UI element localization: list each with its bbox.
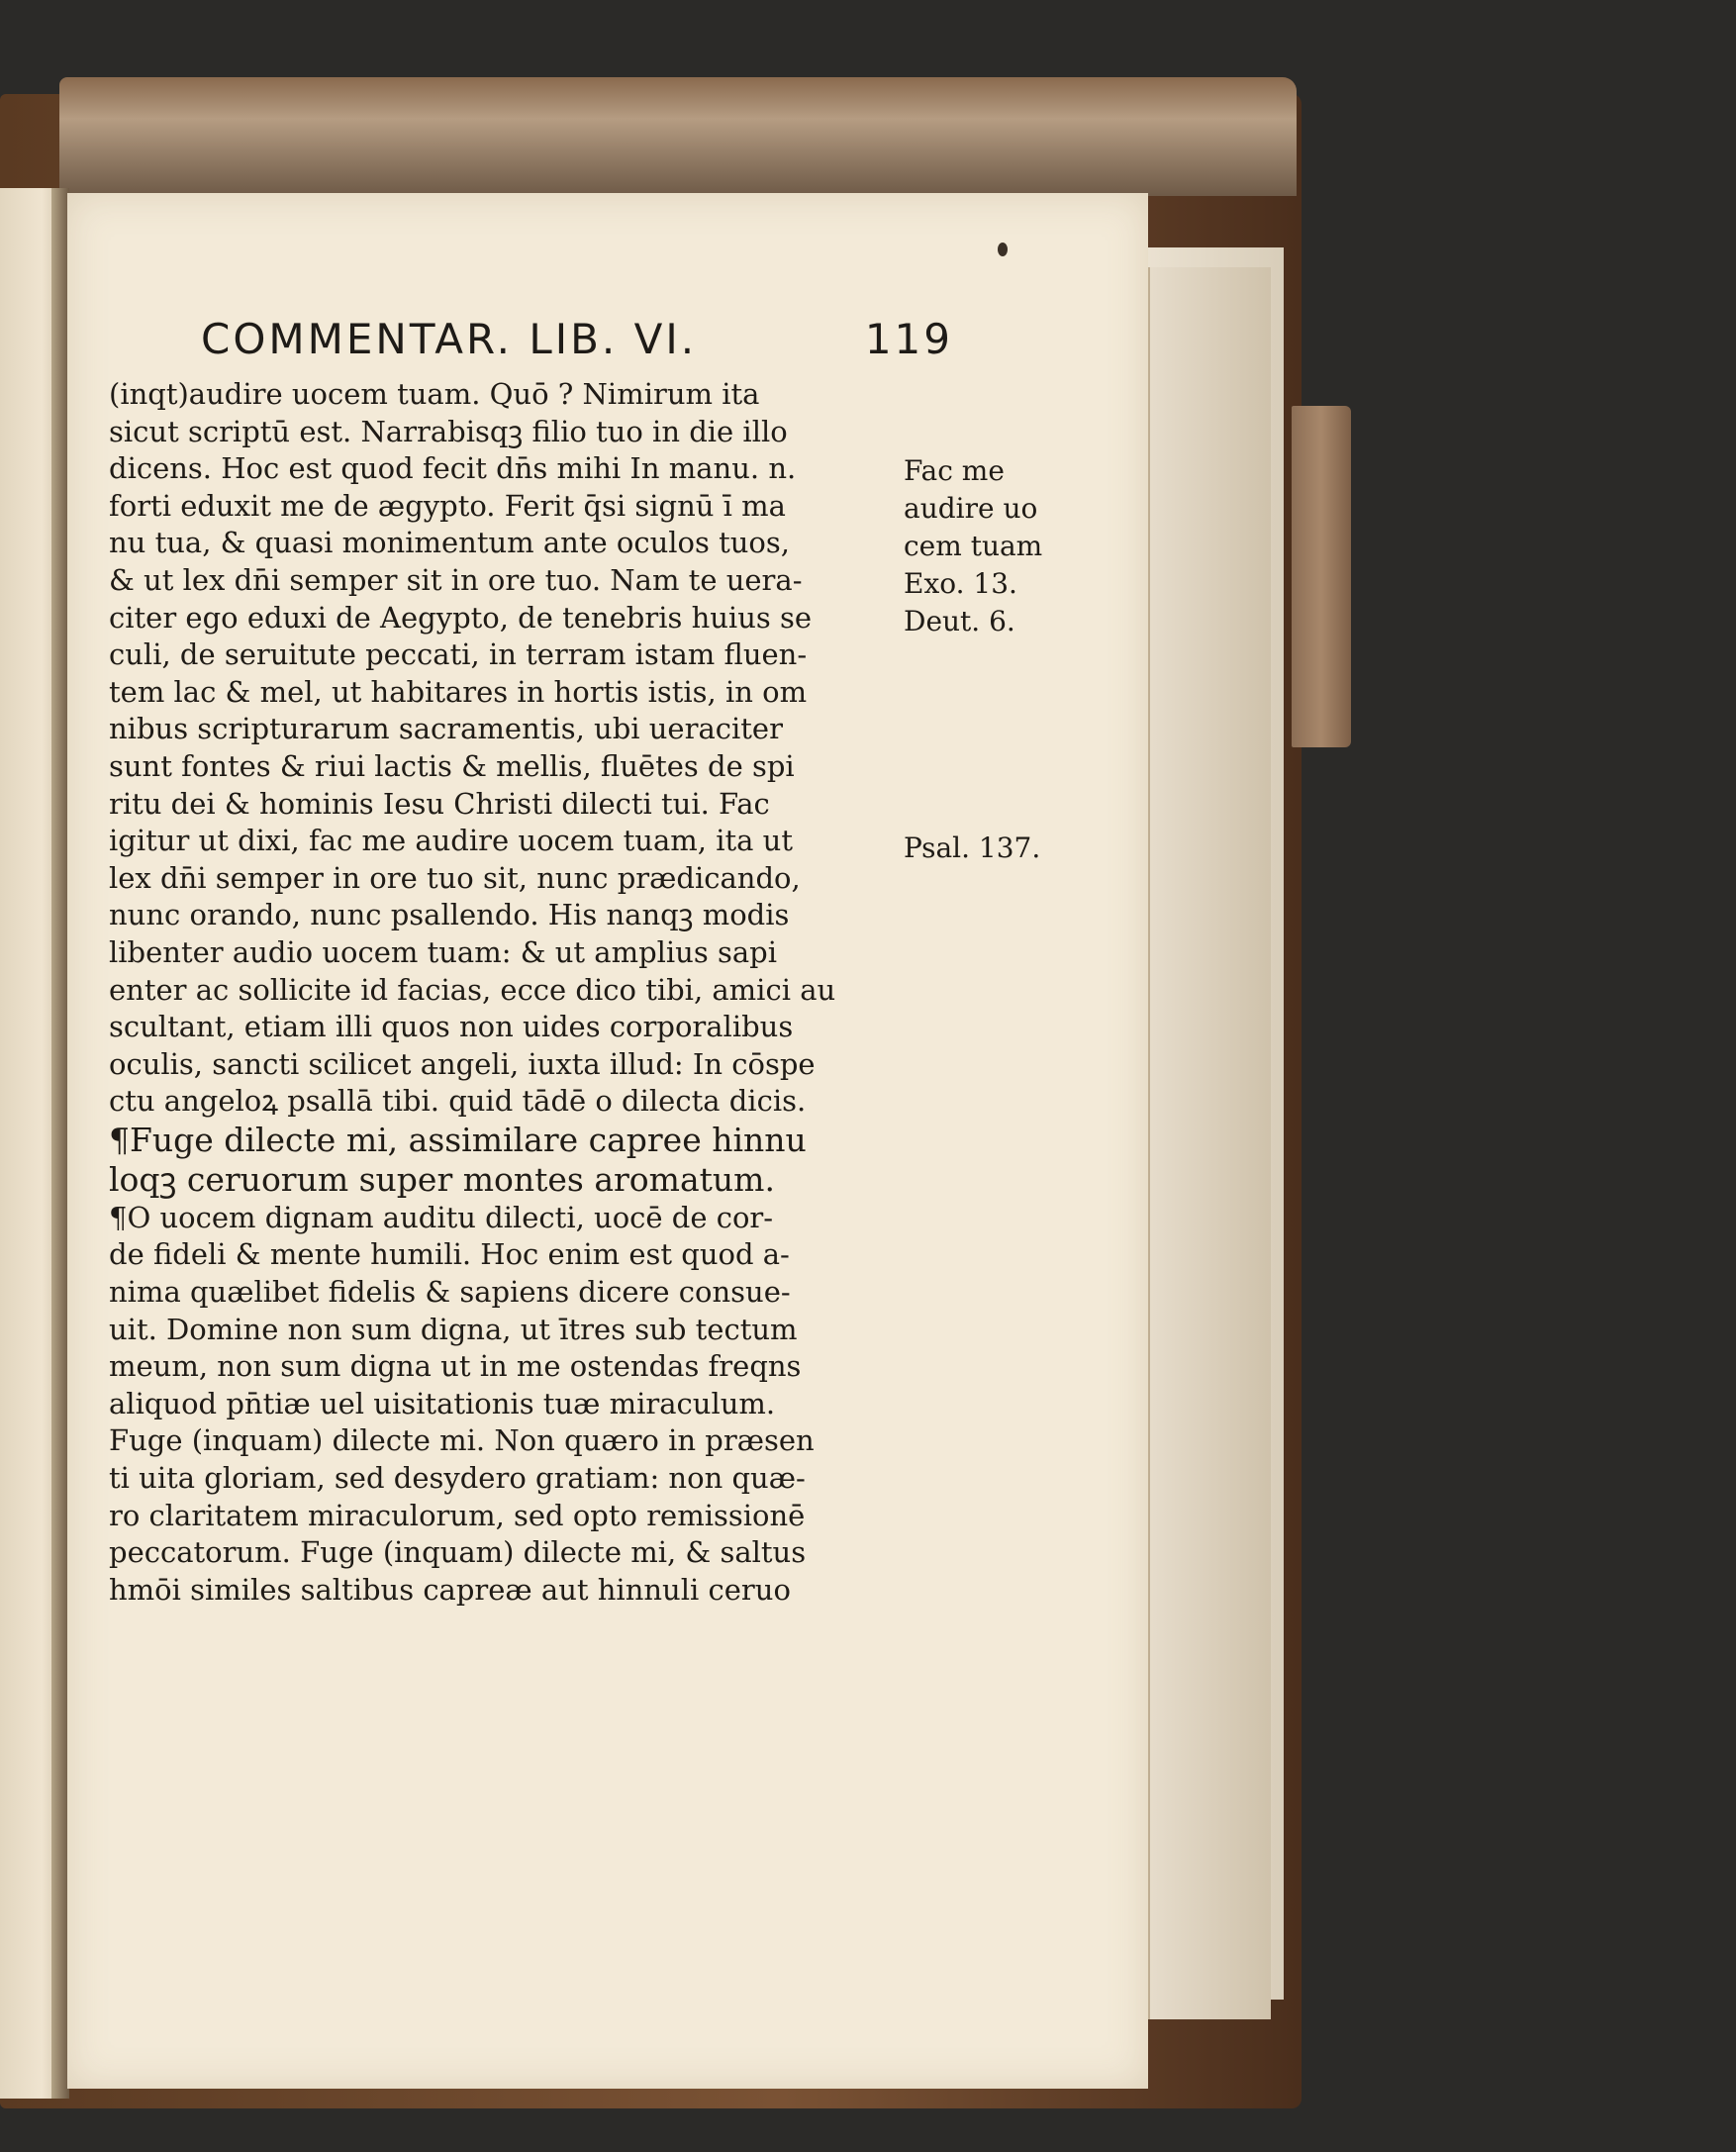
text-line: de fideli & mente humili. Hoc enim est quod a- [109,1237,790,1272]
verse-line: loqꝫ ceruorum super montes aromatum. [109,1159,775,1199]
text-line: Fuge (inquam) dilecte mi. Non quæro in præsen [109,1423,815,1458]
text-line: nima quælibet fidelis & sapiens dicere consue- [109,1275,791,1310]
text-line: sunt fontes & riui lactis & mellis, fluētes de spi [109,748,795,783]
text-line: ti uita gloriam, sed desydero gratiam: non quæ- [109,1461,806,1496]
text-line: & ut lex dn̄i semper sit in ore tuo. Nam te uera- [109,562,803,597]
verse-line: ¶Fuge dilecte mi, assimilare capree hinnu [109,1120,807,1159]
text-line: tem lac & mel, ut habitares in hortis istis, in om [109,674,808,709]
text-line: oculis, sancti scilicet angeli, iuxta illud: In cōspe [109,1046,816,1081]
text-line: ritu dei & hominis Iesu Christi dilecti tui. Fac [109,786,770,821]
page-edges-inner [1148,267,1271,2019]
text-line: lex dn̄i semper in ore tuo sit, nunc prædicando, [109,860,801,895]
book-page [67,193,1148,2089]
text-line: igitur ut dixi, fac me audire uocem tuam, ita ut [109,824,793,858]
main-text-block [109,376,962,1609]
text-line: enter ac sollicite id facias, ecce dico tibi, amici au [109,972,836,1007]
header-title: COMMENTAR. LIB. VI. [201,315,698,363]
text-line: uit. Domine non sum digna, ut ītres sub tectum [109,1312,798,1346]
text-line: aliquod pn̄tiæ uel uisitationis tuæ miraculum. [109,1386,776,1420]
margin-line: cem tuam [904,530,1043,562]
margin-line: Deut. 6. [904,605,1015,637]
text-line: forti eduxit me de ægypto. Ferit q̄si signū ī ma [109,488,786,523]
text-line: nunc orando, nunc psallendo. His nanqꝫ modis [109,898,790,932]
page-number: 119 [864,315,953,363]
bookmark-tab [1292,406,1351,747]
text-line: nibus scripturarum sacramentis, ubi ueraciter [109,712,783,746]
text-line: peccatorum. Fuge (inquam) dilecte mi, & saltus [109,1535,807,1570]
margin-line: audire uo [904,492,1038,525]
text-line: dicens. Hoc est quod fecit dn̄s mihi In manu. n. [109,451,797,486]
text-line: citer ego eduxi de Aegypto, de tenebris huius se [109,600,813,635]
ink-spot [998,243,1008,256]
running-header [201,315,953,363]
margin-line: Fac me [904,454,1005,487]
marginal-note-2 [904,830,1141,867]
text-line: (inqt)audire uocem tuam. Quō ? Nimirum ita [109,377,760,411]
text-line: scultant, etiam illi quos non uides corporalibus [109,1010,794,1044]
book-top-edge [59,77,1297,196]
text-line: sicut scriptū est. Narrabisqꝫ filio tuo in die illo [109,414,788,448]
text-line: ro claritatem miraculorum, sed opto remissionē [109,1498,806,1532]
text-line: libenter audio uocem tuam: & ut amplius sapi [109,934,777,969]
text-line: ¶O uocem dignam auditu dilecti, uocē de cor- [109,1200,774,1234]
text-line: culi, de seruitute peccati, in terram istam fluen- [109,637,808,672]
text-line: hmōi similes saltibus capreæ aut hinnuli ceruo [109,1572,791,1607]
text-line: ctu angeloꝝ psallā tibi. quid tādē o dilecta dicis. [109,1084,807,1119]
marginal-note-1 [904,452,1141,640]
text-line: meum, non sum digna ut in me ostendas freqns [109,1349,802,1384]
text-line: nu tua, & quasi monimentum ante oculos tuos, [109,526,790,560]
margin-line: Psal. 137. [904,831,1041,864]
margin-line: Exo. 13. [904,567,1017,600]
